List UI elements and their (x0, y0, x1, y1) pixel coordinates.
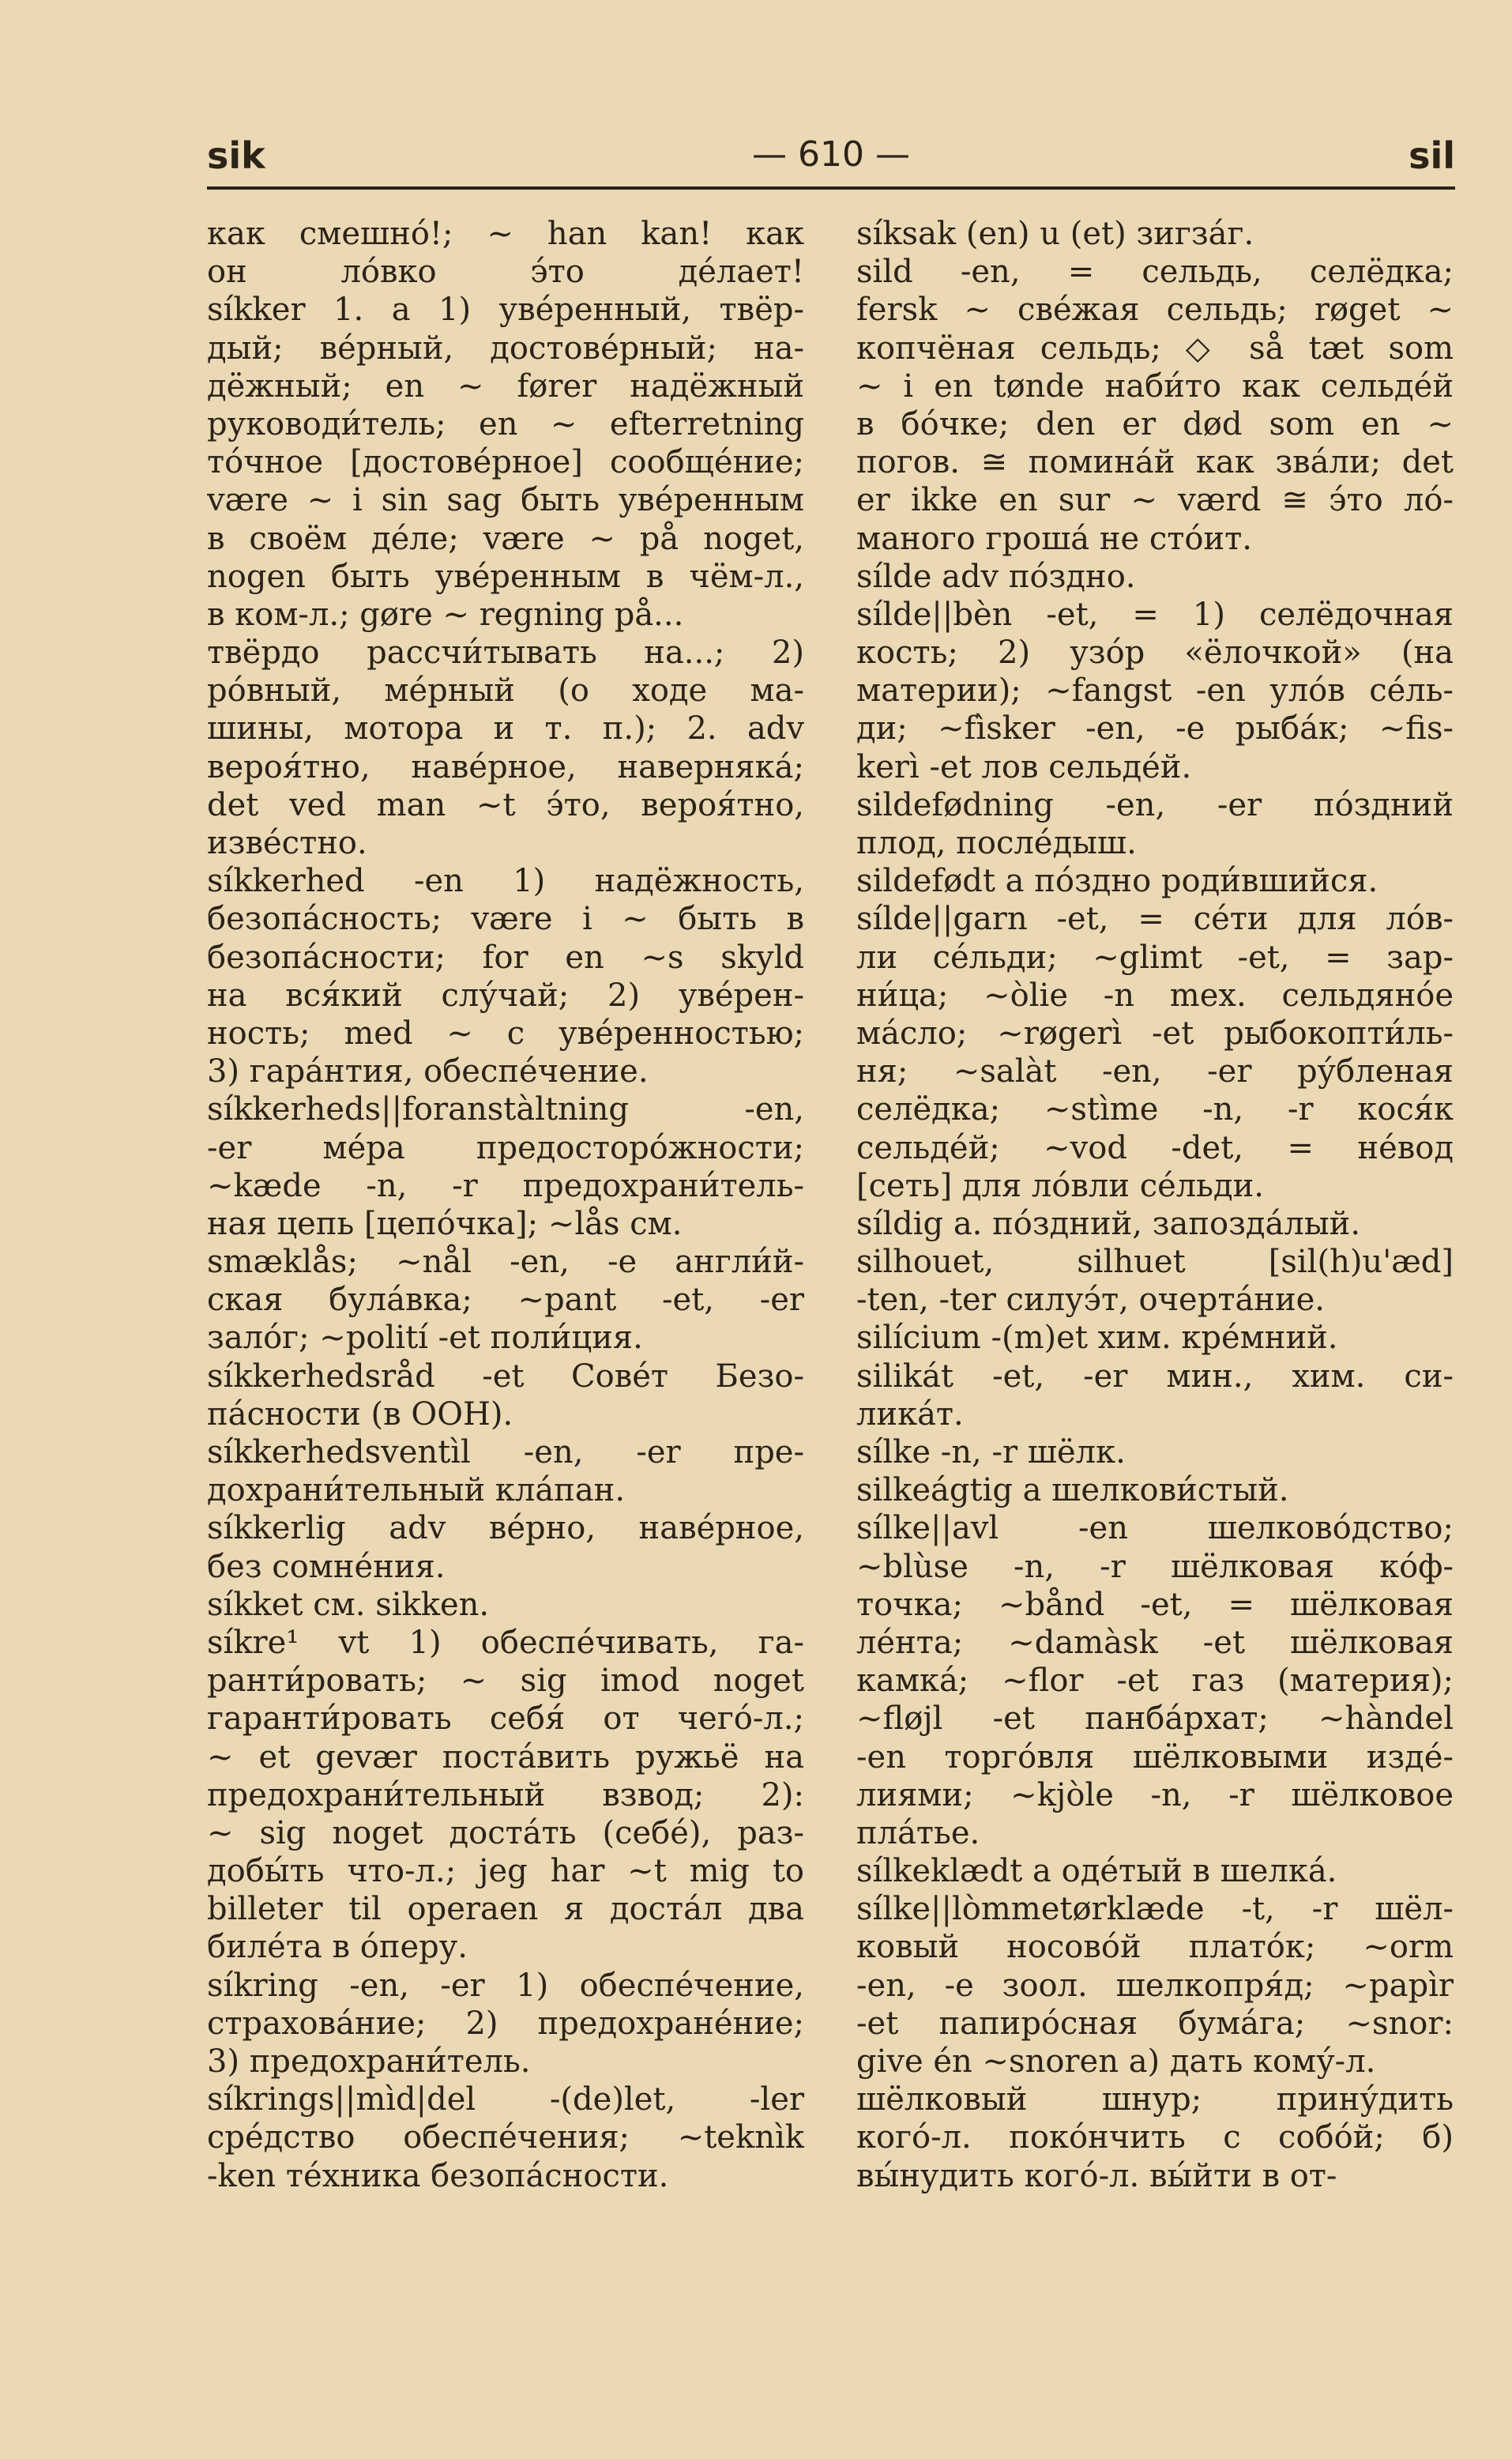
dictionary-line: шины, мотора и т. п.); 2. adv (207, 710, 804, 747)
dictionary-line: руководи́тель; en ~ efterretning (207, 405, 804, 442)
dictionary-line: síkkerhedsventìl -en, -er пре- (207, 1434, 804, 1471)
dictionary-line: вероя́тно, наве́рное, наверняка́; (207, 748, 804, 785)
dictionary-line: безопа́сность; være i ~ быть в (207, 901, 804, 938)
dictionary-line: па́сности (в ООН). (207, 1395, 513, 1433)
dictionary-line: síldig a. по́здний, запозда́лый. (856, 1205, 1361, 1242)
page-header (207, 134, 1455, 190)
dictionary-line: síkkerhed -en 1) надёжность, (207, 863, 804, 900)
dictionary-line: sild -en, = сельдь, селёдка; (856, 254, 1454, 291)
dictionary-line: sílke||lòmmetørklæde -t, -r шёл- (856, 1891, 1454, 1928)
dictionary-line: материи); ~fangst -en уло́в се́ль- (856, 672, 1454, 710)
dictionary-line: ~blùse -n, -r шёлковая ко́ф- (856, 1548, 1454, 1585)
guide-word-right: sil (1409, 134, 1455, 177)
dictionary-line: sildefødning -en, -er по́здний (856, 786, 1454, 823)
dictionary-line: без сомне́ния. (207, 1548, 446, 1585)
dictionary-line: плод, после́дыш. (856, 825, 1137, 861)
dictionary-line: камка́; ~flor -et газ (материя); (856, 1663, 1454, 1700)
page-number: — 610 — (752, 134, 910, 175)
dictionary-line: как смешно́!; ~ han kan! как (207, 216, 804, 252)
right-column (856, 215, 1454, 2195)
dictionary-line: ро́вный, ме́рный (о ходе ма- (207, 672, 804, 710)
dictionary-line: изве́стно. (207, 825, 367, 861)
dictionary-line: sílde adv по́здно. (856, 558, 1136, 595)
dictionary-line: 3) гара́нтия, обеспе́чение. (207, 1053, 649, 1090)
dictionary-line: ~ i en tønde наби́то как сельде́й (856, 367, 1454, 405)
dictionary-line: твёрдо рассчи́тывать на...; 2) (207, 635, 804, 672)
dictionary-line: на вся́кий слу́чай; 2) уве́рен- (207, 977, 804, 1014)
dictionary-line: síkring -en, -er 1) обеспе́чение, (207, 1967, 804, 2004)
dictionary-line: fersk ~ све́жая сельдь; røget ~ (856, 292, 1454, 329)
dictionary-line: er ikke en sur ~ værd ≅ э́то ло́- (856, 482, 1454, 519)
dictionary-line: smæklås; ~nål -en, -e англи́й- (207, 1244, 804, 1281)
dictionary-line: -er ме́ра предосторо́жности; (207, 1129, 804, 1166)
dictionary-line: -en торго́вля шёлковыми изде́- (856, 1738, 1454, 1776)
dictionary-line: silkeágtig a шелкови́стый. (856, 1472, 1289, 1509)
dictionary-line: копчёная сельдь; ◇ så tæt som (856, 329, 1454, 367)
dictionary-line: в своём де́ле; være ~ på noget, (207, 520, 804, 557)
dictionary-line: [сеть] для ло́вли се́льди. (856, 1167, 1264, 1204)
dictionary-line: sílke||avl -en шелково́дство; (856, 1510, 1454, 1547)
dictionary-line: sílke -n, -r шёлк. (856, 1434, 1126, 1471)
dictionary-line: кость; 2) узо́р «ёлочкой» (на (856, 635, 1454, 672)
dictionary-line: billeter til operaen я доста́л два (207, 1891, 804, 1928)
dictionary-line: síkket см. sikken. (207, 1586, 490, 1623)
dictionary-line: кого́-л. поко́нчить с собо́й; б) (856, 2119, 1454, 2156)
dictionary-line: sílkeklædt a оде́тый в шелка́. (856, 1853, 1337, 1890)
dictionary-line: ~fløjl -et панба́рхат; ~hàndel (856, 1700, 1454, 1738)
dictionary-line: биле́та в о́перу. (207, 1929, 468, 1966)
dictionary-line: ле́нта; ~damàsk -et шёлковая (856, 1624, 1454, 1661)
dictionary-line: síkker 1. a 1) уве́ренный, твёр- (207, 292, 804, 329)
dictionary-line: сре́дство обеспе́чения; ~teknìk (207, 2119, 804, 2156)
dictionary-line: síkkerlig adv ве́рно, наве́рное, (207, 1510, 804, 1547)
dictionary-line: silikát -et, -er мин., хим. си- (856, 1358, 1454, 1395)
dictionary-line: предохрани́тельный взвод; 2): (207, 1776, 804, 1813)
dictionary-line: sílde||garn -et, = се́ти для ло́в- (856, 901, 1454, 938)
dictionary-line: ня; ~salàt -en, -er ру́бленая (856, 1053, 1454, 1090)
dictionary-line: give én ~snoren a) дать кому́-л. (856, 2043, 1376, 2080)
dictionary-line: det ved man ~t э́то, вероя́тно, (207, 786, 804, 823)
guide-word-left: sik (207, 134, 265, 177)
header-rule (207, 186, 1455, 190)
dictionary-line: он ло́вко э́то де́лает! (207, 254, 804, 291)
dictionary-line: маного гроша́ не сто́ит. (856, 520, 1253, 557)
dictionary-line: дый; ве́рный, достове́рный; на- (207, 329, 804, 367)
dictionary-line: точка; ~bånd -et, = шёлковая (856, 1586, 1454, 1623)
dictionary-line: ная цепь [цепо́чка]; ~lås см. (207, 1205, 683, 1242)
dictionary-line: -et папиро́сная бума́га; ~snor: (856, 2005, 1454, 2042)
dictionary-line: silícium -(m)et хим. кре́мний. (856, 1320, 1338, 1357)
dictionary-line: ность; med ~ с уве́ренностью; (207, 1015, 804, 1052)
dictionary-line: то́чное [достове́рное] сообще́ние; (207, 444, 804, 481)
dictionary-line: ковый носово́й плато́к; ~orm (856, 1929, 1454, 1966)
dictionary-line: ма́сло; ~røgerì -et рыбокопти́ль- (856, 1015, 1454, 1052)
dictionary-line: -ken те́хника безопа́сности. (207, 2157, 669, 2194)
dictionary-line: ская була́вка; ~pant -et, -er (207, 1282, 804, 1319)
dictionary-line: kerì -et лов сельде́й. (856, 748, 1192, 785)
dictionary-line: síkrings||mìd|del -(de)let, -ler (207, 2081, 804, 2118)
dictionary-line: síkkerhedsråd -et Сове́т Безо- (207, 1358, 804, 1395)
dictionary-line: være ~ i sin sag быть уве́ренным (207, 482, 804, 519)
dictionary-line: sílde||bèn -et, = 1) селёдочная (856, 596, 1454, 633)
dictionary-line: ди; ~fìsker -en, -e рыба́к; ~fis- (856, 710, 1454, 747)
dictionary-line: лиями; ~kjòle -n, -r шёлковое (856, 1776, 1454, 1813)
dictionary-line: ~kæde -n, -r предохрани́тель- (207, 1167, 804, 1204)
dictionary-line: шёлковый шнур; прину́дить (856, 2081, 1454, 2118)
dictionary-line: страхова́ние; 2) предохране́ние; (207, 2005, 804, 2042)
dictionary-line: в бо́чке; den er død som en ~ (856, 405, 1454, 442)
dictionary-line: ~ sig noget доста́ть (себе́), раз- (207, 1814, 804, 1851)
dictionary-line: ни́ца; ~òlie -n mex. сельдяно́е (856, 977, 1454, 1014)
dictionary-line: ранти́ровать; ~ sig imod noget (207, 1663, 804, 1700)
dictionary-line: вы́нудить кого́-л. вы́йти в от- (856, 2157, 1337, 2194)
dictionary-line: зало́г; ~polití -et поли́ция. (207, 1320, 643, 1357)
dictionary-line: silhouet, silhuet [sil(h)u'æd] (856, 1244, 1454, 1281)
dictionary-line: ли се́льди; ~glimt -et, = зар- (856, 939, 1454, 976)
dictionary-line: дохрани́тельный кла́пан. (207, 1472, 626, 1509)
dictionary-line: síkre¹ vt 1) обеспе́чивать, га- (207, 1624, 804, 1661)
dictionary-line: síksak (en) u (et) зигза́г. (856, 216, 1254, 252)
dictionary-line: селёдка; ~stìme -n, -r кося́к (856, 1091, 1454, 1128)
dictionary-line: добы́ть что-л.; jeg har ~t mig to (207, 1853, 804, 1890)
dictionary-line: безопа́сности; for en ~s skyld (207, 939, 804, 976)
dictionary-line: гаранти́ровать себя́ от чего́-л.; (207, 1700, 804, 1738)
dictionary-line: дёжный; en ~ fører надёжный (207, 367, 804, 405)
dictionary-line: в ком-л.; gøre ~ regning på... (207, 596, 684, 633)
dictionary-line: nogen быть уве́ренным в чём-л., (207, 558, 804, 595)
dictionary-line: лика́т. (856, 1395, 964, 1433)
dictionary-line: сельде́й; ~vod -det, = не́вод (856, 1129, 1454, 1166)
dictionary-line: пла́тье. (856, 1814, 980, 1851)
dictionary-line: -en, -e зоол. шелкопря́д; ~papìr (856, 1967, 1454, 2004)
dictionary-line: ~ et gevær поста́вить ружьё на (207, 1738, 804, 1776)
dictionary-line: -ten, -ter силуэ́т, очерта́ние. (856, 1282, 1326, 1319)
dictionary-line: погов. ≅ помина́й как зва́ли; det (856, 444, 1454, 481)
dictionary-line: 3) предохрани́тель. (207, 2043, 531, 2080)
left-column (207, 215, 804, 2195)
dictionary-line: sildefødt a по́здно роди́вшийся. (856, 863, 1378, 900)
dictionary-line: síkkerheds||foranstàltning -en, (207, 1091, 804, 1128)
